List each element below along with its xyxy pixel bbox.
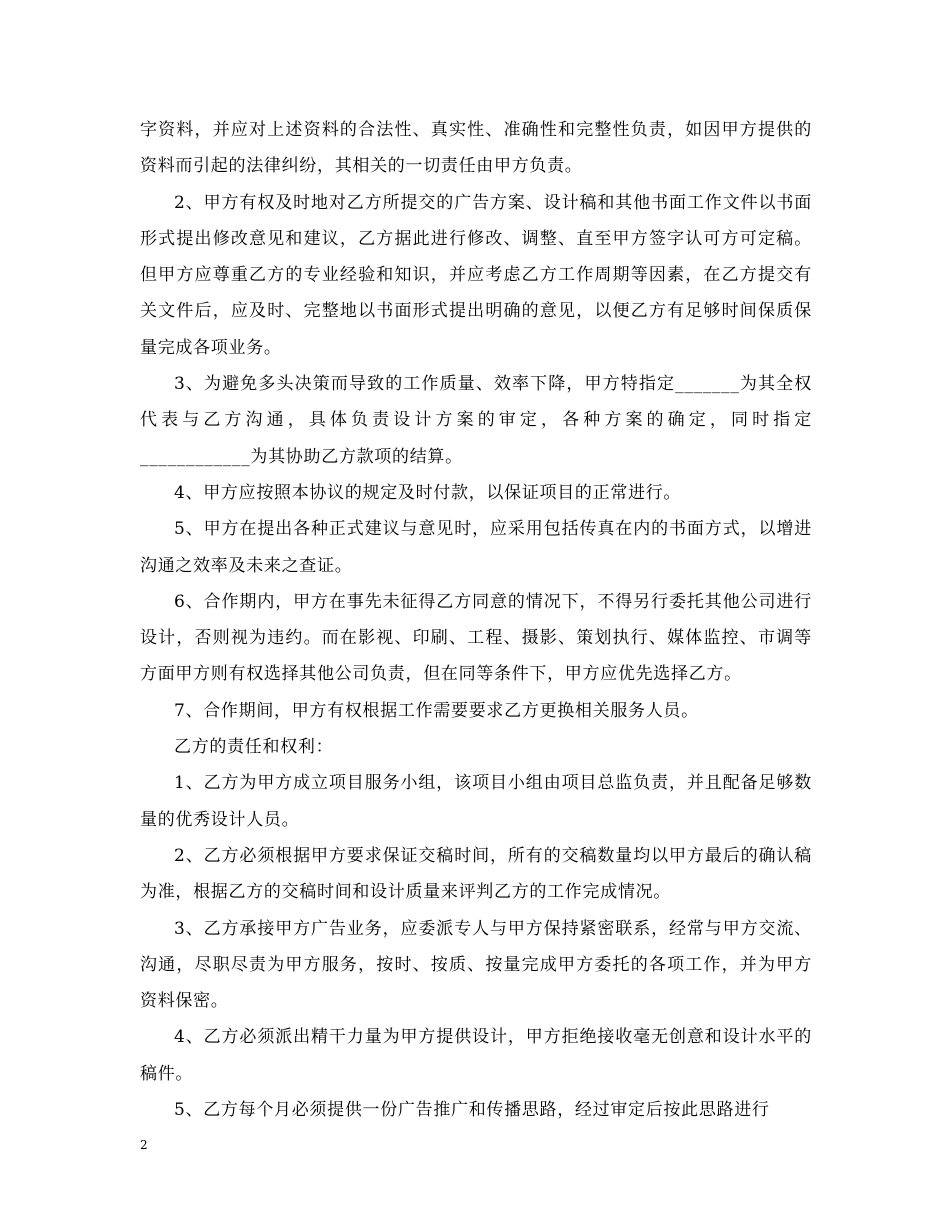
paragraph-party-b-item-2: 2、乙方必须根据甲方要求保证交稿时间，所有的交稿数量均以甲方最后的确认稿为准，根据乙方的交稿时间和设计质量来评判乙方的工作完成情况。 (140, 845, 812, 903)
section-heading-party-b: 乙方的责任和权利： (174, 737, 334, 758)
paragraph-party-a-item-7: 7、合作期间，甲方有权根据工作需要要求乙方更换相关服务人员。 (174, 700, 699, 721)
paragraph-party-a-item-3: 3、为避免多头决策而导致的工作质量、效率下降，甲方特指定_______为其全权代表与乙方沟通，具体负责设计方案的审定，各种方案的确定，同时指定____________为其协助乙方款项的结算。 (140, 374, 812, 467)
paragraph-party-b-item-4: 4、乙方必须派出精干力量为甲方提供设计，甲方拒绝接收毫无创意和设计水平的稿件。 (140, 1027, 812, 1084)
paragraph-party-a-item-4: 4、甲方应按照本协议的规定及时付款，以保证项目的正常进行。 (174, 482, 682, 503)
paragraph-continuation: 字资料，并应对上述资料的合法性、真实性、准确性和完整性负责，如因甲方提供的资料而引起的法律纠纷，其相关的一切责任由甲方负责。 (140, 120, 812, 177)
paragraph-party-a-item-2: 2、甲方有权及时地对乙方所提交的广告方案、设计稿和其他书面工作文件以书面形式提出修改意见和建议，乙方据此进行修改、调整、直至甲方签字认可方可定稿。但甲方应尊重乙方的专业经验和知识，并应考虑乙方工作周期等因素，在乙方提交有关文件后，应及时、完整地以书面形式提出明确的意见，以便乙方有足够时间保质保量完成各项业务。 (140, 192, 812, 358)
document-body (140, 112, 812, 1128)
paragraph-party-a-item-6: 6、合作期内，甲方在事先未征得乙方同意的情况下，不得另行委托其他公司进行设计，否则视为违约。而在影视、印刷、工程、摄影、策划执行、媒体监控、市调等方面甲方则有权选择其他公司负责，但在同等条件下，甲方应优先选择乙方。 (140, 591, 812, 685)
paragraph-party-b-item-1: 1、乙方为甲方成立项目服务小组，该项目小组由项目总监负责，并且配备足够数量的优秀设计人员。 (140, 773, 812, 830)
page-number: 2 (140, 1138, 148, 1152)
paragraph-party-b-item-3: 3、乙方承接甲方广告业务，应委派专人与甲方保持紧密联系，经常与甲方交流、沟通，尽职尽责为甲方服务，按时、按质、按量完成甲方委托的各项工作，并为甲方资料保密。 (140, 918, 812, 1012)
paragraph-party-b-item-5: 5、乙方每个月必须提供一份广告推广和传播思路，经过审定后按此思路进行 (174, 1100, 770, 1121)
paragraph-party-a-item-5: 5、甲方在提出各种正式建议与意见时，应采用包括传真在内的书面方式，以增进沟通之效率及未来之查证。 (140, 519, 812, 576)
